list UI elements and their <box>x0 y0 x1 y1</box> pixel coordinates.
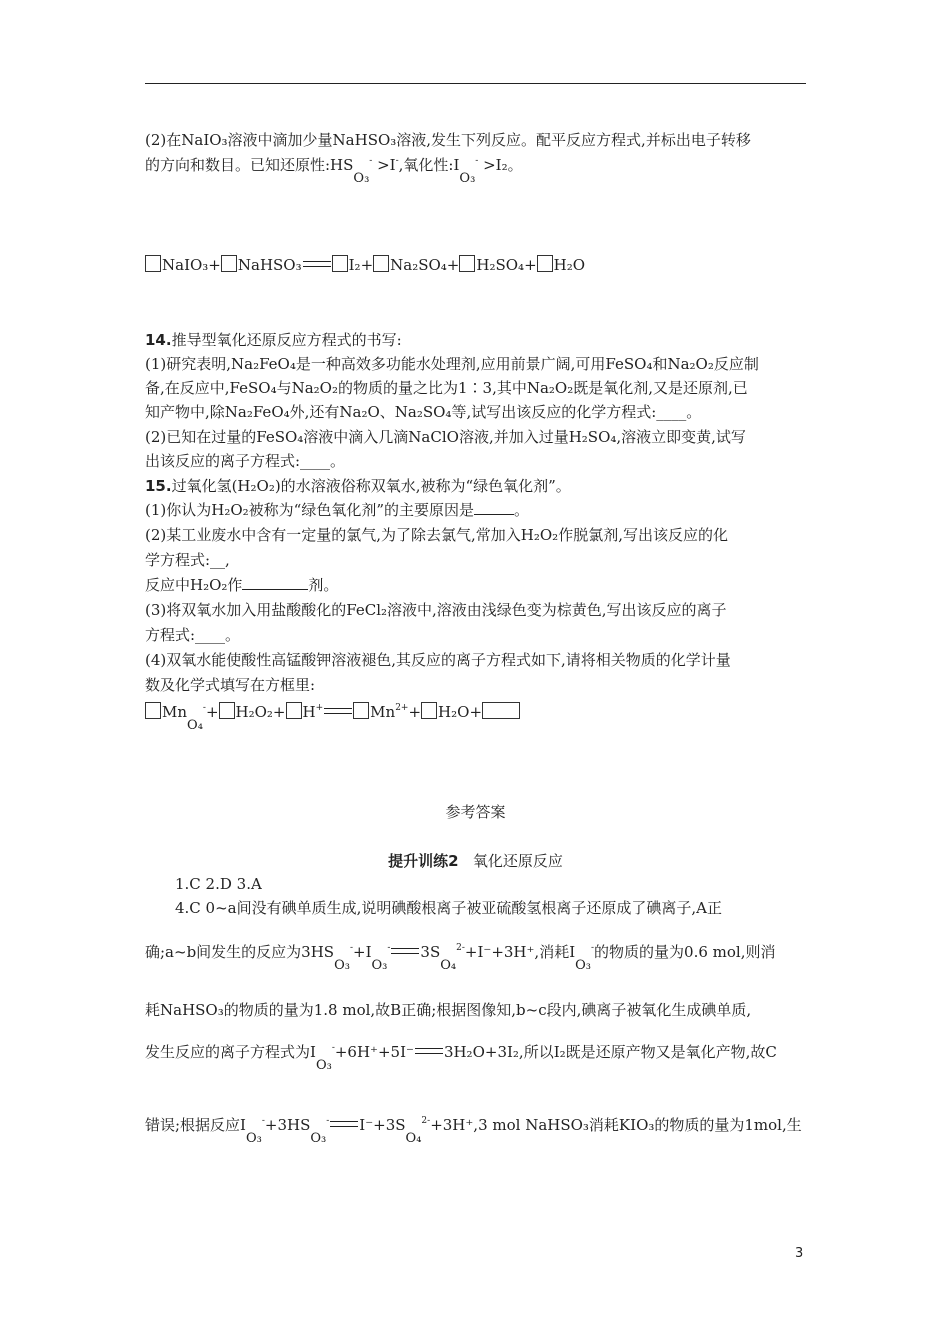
coef-box[interactable] <box>221 255 237 272</box>
q15-p1: (1)你认为H₂O₂被称为“绿色氧化剂”的主要原因是 。 <box>145 501 530 519</box>
coef-box[interactable] <box>459 255 475 272</box>
formula-box[interactable] <box>482 702 520 719</box>
coef-box[interactable] <box>145 255 161 272</box>
coef-box[interactable] <box>421 702 437 719</box>
q14-title: 14.推导型氧化还原反应方程式的书写: <box>145 331 402 349</box>
q15-p3-l1: (3)将双氧水加入用盐酸酸化的FeCl₂溶液中,溶液由浅绿色变为棕黄色,写出该反应的离子 <box>145 601 727 619</box>
q13-2-line2: 的方向和数目。已知还原性:HSO₃- >I-,氧化性:IO₃- >I₂。 <box>145 156 523 186</box>
page-number: 3 <box>795 1246 804 1261</box>
q15-p2-l1: (2)某工业废水中含有一定量的氯气,为了除去氯气,常加入H₂O₂作脱氯剂,写出该反应的化 <box>145 526 728 544</box>
q15-title: 15.过氧化氢(H₂O₂)的水溶液俗称双氧水,被称为“绿色氧化剂”。 <box>145 477 571 495</box>
q13-2-line1: (2)在NaIO₃溶液中滴加少量NaHSO₃溶液,发生下列反应。配平反应方程式,并标出电子转移 <box>145 131 751 149</box>
coef-box[interactable] <box>286 702 302 719</box>
answer4-l2: 确;a~b间发生的反应为3HSO₃-+IO₃- 3SO₄$^{2-}$+I⁻+3H⁺,消耗IO₃-的物质的量为0.6 mol,则消 <box>145 943 776 973</box>
q13-2-equation: NaIO₃+ NaHSO₃ I₂+ Na₂SO₄+ H₂SO₄+ H₂O <box>145 255 585 275</box>
coef-box[interactable] <box>353 702 369 719</box>
answer4-l1: 4.C 0~a间没有碘单质生成,说明碘酸根离子被亚硫酸氢根离子还原成了碘离子,A正 <box>175 899 722 917</box>
q14-p1-l3: 知产物中,除Na₂FeO₄外,还有Na₂O、Na₂SO₄等,试写出该反应的化学方程式:____。 <box>145 403 702 421</box>
coef-box[interactable] <box>219 702 235 719</box>
q15-p2-l3: 反应中H₂O₂作 剂。 <box>145 576 339 594</box>
coef-box[interactable] <box>373 255 389 272</box>
q15-p4-l1: (4)双氧水能使酸性高锰酸钾溶液褪色,其反应的离子方程式如下,请将相关物质的化学计量 <box>145 651 731 669</box>
q14-p2-l1: (2)已知在过量的FeSO₄溶液中滴入几滴NaClO溶液,并加入过量H₂SO₄,溶液立即变黄,试写 <box>145 428 746 446</box>
answers-line1: 1.C 2.D 3.A <box>175 875 262 893</box>
answers-heading: 参考答案 <box>445 803 506 821</box>
equals-sign <box>303 261 331 267</box>
q15-p3-l2: 方程式:____。 <box>145 626 241 644</box>
answers-subheading: 提升训练2 氧化还原反应 <box>388 852 563 870</box>
coef-box[interactable] <box>537 255 553 272</box>
answer4-l5: 错误;根据反应IO₃-+3HSO₃- I⁻+3SO₄$^{2-}$+3H⁺,3 mol NaHSO₃消耗KIO₃的物质的量为1mol,生 <box>145 1116 802 1146</box>
q15-equation: MnO₄-+ H₂O₂+ H+ $Mn^{2+}+ H_2O+$ <box>145 702 520 725</box>
q14-p1-l1: (1)研究表明,Na₂FeO₄是一种高效多功能水处理剂,应用前景广阔,可用FeSO₄和Na₂O₂反应制 <box>145 355 759 373</box>
coef-box[interactable] <box>332 255 348 272</box>
q15-p4-l2: 数及化学式填写在方框里: <box>145 676 316 694</box>
header-rule <box>145 83 806 84</box>
q14-p1-l2: 备,在反应中,FeSO₄与Na₂O₂的物质的量之比为1∶3,其中Na₂O₂既是氧化剂,又是还原剂,已 <box>145 379 748 397</box>
coef-box[interactable] <box>145 702 161 719</box>
q15-p2-l2: 学方程式:__, <box>145 551 230 569</box>
answer4-l4: 发生反应的离子方程式为IO₃-+6H⁺+5I⁻ 3H₂O+3I₂,所以I₂既是还原产物又是氧化产物,故C <box>145 1043 777 1073</box>
q14-p2-l2: 出该反应的离子方程式:____。 <box>145 452 346 470</box>
answer4-l3: 耗NaHSO₃的物质的量为1.8 mol,故B正确;根据图像知,b~c段内,碘离子被氧化生成碘单质, <box>145 1001 752 1019</box>
equals-sign <box>324 708 352 714</box>
